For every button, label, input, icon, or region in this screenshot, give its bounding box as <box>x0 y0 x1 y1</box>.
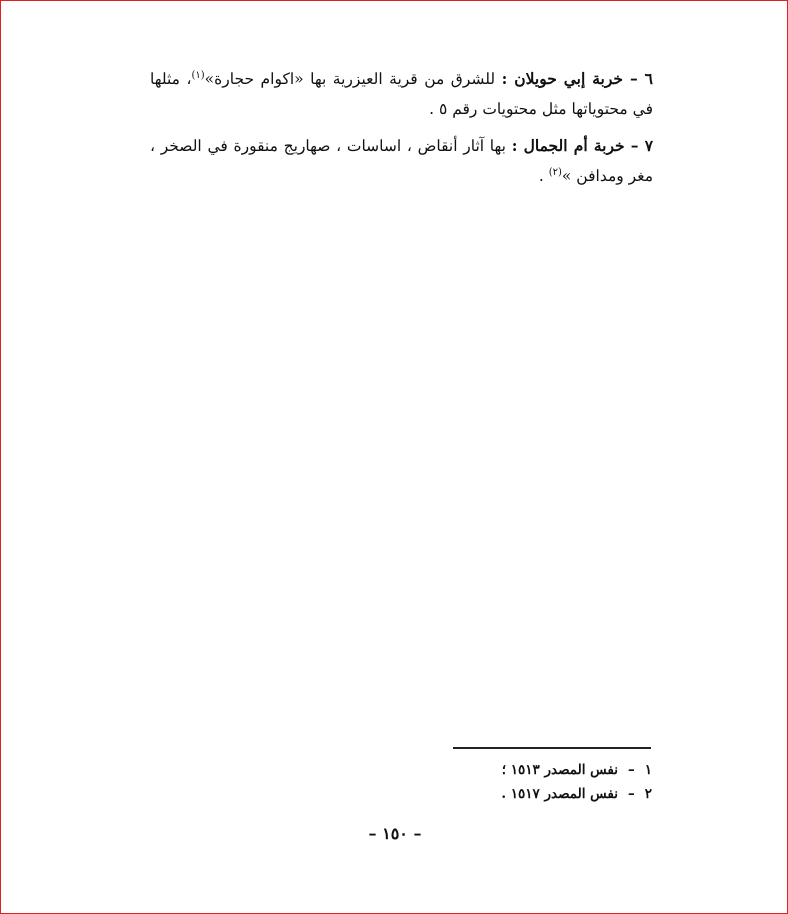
entry-7-text-continued: . <box>538 167 549 185</box>
footnote-1-number: ١ <box>644 762 652 778</box>
entry-6-label: ٦ – خربة إبي حويلان : <box>501 69 653 88</box>
footnote-2-dash: – <box>627 786 635 802</box>
entry-7 <box>150 131 653 191</box>
entry-6 <box>150 64 653 124</box>
footnote-2 <box>440 782 652 806</box>
footnote-1 <box>440 758 652 782</box>
footnote-2-number: ٢ <box>644 786 652 802</box>
entry-7-note-ref: (٢) <box>548 166 562 178</box>
entry-6-note-ref: (١) <box>191 69 205 81</box>
entry-7-label: ٧ – خربة أم الجمال : <box>511 136 654 155</box>
footnote-1-dash: – <box>627 762 635 778</box>
entry-6-text-continued: ، مثلها في محتوياتها مثل محتويات رقم ٥ . <box>150 70 653 118</box>
page-number: – ١٥٠ – <box>368 824 422 843</box>
footnote-separator <box>453 747 651 749</box>
footnote-2-text: نفس المصدر ١٥١٧ . <box>501 786 618 802</box>
footnote-1-text: نفس المصدر ١٥١٣ ؛ <box>501 762 618 778</box>
entry-6-text: للشرق من قرية العيزرية بها «اكوام حجارة» <box>204 70 496 88</box>
footnotes <box>440 758 652 806</box>
entry-7-text: بها آثار أنقاض ، اساسات ، صهاريج منقورة في الصخر ، مغر ومدافن » <box>150 137 653 185</box>
